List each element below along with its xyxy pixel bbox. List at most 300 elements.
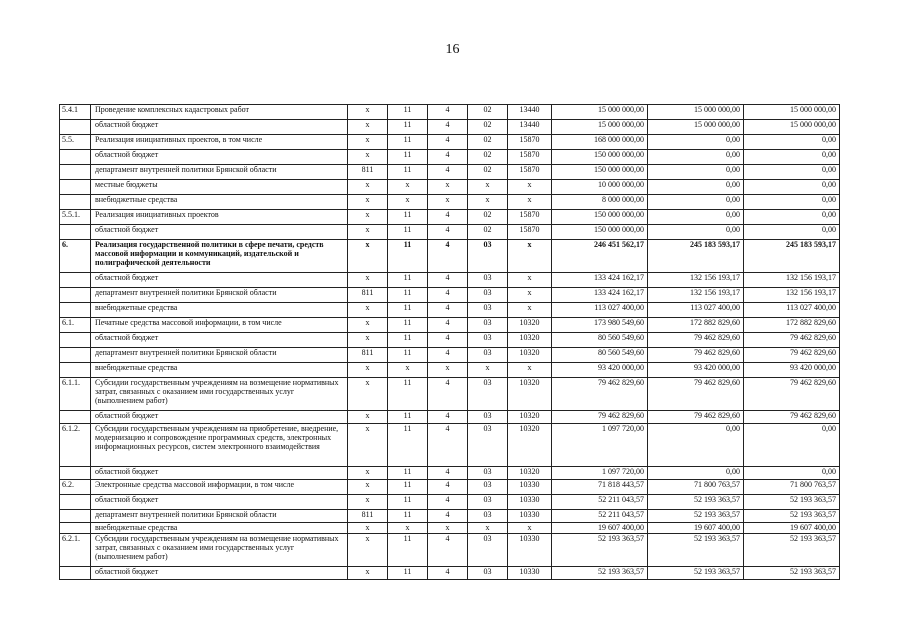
row-number-cell: 6. xyxy=(60,240,91,273)
code-pp-cell: 4 xyxy=(428,135,468,150)
row-number-cell xyxy=(60,273,91,288)
code-grbs-cell: x xyxy=(348,225,388,240)
code-grbs-cell: x xyxy=(348,303,388,318)
row-number-cell xyxy=(60,567,91,580)
amount-year3-cell: 71 800 763,57 xyxy=(744,480,840,495)
table-row xyxy=(60,534,840,567)
code-event-cell: 03 xyxy=(468,333,508,348)
code-grbs-cell: x xyxy=(348,333,388,348)
table-row xyxy=(60,480,840,495)
amount-year1-cell: 1 097 720,00 xyxy=(552,424,648,467)
amount-year1-cell: 79 462 829,60 xyxy=(552,411,648,424)
code-pp-cell: 4 xyxy=(428,240,468,273)
row-name-cell: департамент внутренней политики Брянской области xyxy=(91,510,348,523)
row-number-cell: 6.1.1. xyxy=(60,378,91,411)
amount-year1-cell: 52 211 043,57 xyxy=(552,495,648,510)
table-row xyxy=(60,180,840,195)
code-pp-cell: 4 xyxy=(428,273,468,288)
code-direction-cell: x xyxy=(508,523,552,534)
code-event-cell: 03 xyxy=(468,378,508,411)
amount-year3-cell: 0,00 xyxy=(744,150,840,165)
code-direction-cell: 10330 xyxy=(508,480,552,495)
table-row xyxy=(60,348,840,363)
amount-year2-cell: 52 193 363,57 xyxy=(648,567,744,580)
code-direction-cell: 15870 xyxy=(508,210,552,225)
code-grbs-cell: x xyxy=(348,411,388,424)
code-grbs-cell: x xyxy=(348,318,388,333)
amount-year3-cell: 0,00 xyxy=(744,135,840,150)
code-pp-cell: 4 xyxy=(428,510,468,523)
amount-year1-cell: 10 000 000,00 xyxy=(552,180,648,195)
code-event-cell: 03 xyxy=(468,318,508,333)
code-gp-cell: 11 xyxy=(388,495,428,510)
row-name-cell: областной бюджет xyxy=(91,567,348,580)
amount-year1-cell: 93 420 000,00 xyxy=(552,363,648,378)
amount-year2-cell: 0,00 xyxy=(648,165,744,180)
code-gp-cell: 11 xyxy=(388,165,428,180)
code-pp-cell: x xyxy=(428,195,468,210)
table-row xyxy=(60,318,840,333)
code-gp-cell: 11 xyxy=(388,424,428,467)
code-event-cell: 02 xyxy=(468,135,508,150)
amount-year2-cell: 15 000 000,00 xyxy=(648,105,744,120)
code-grbs-cell: 811 xyxy=(348,165,388,180)
code-pp-cell: 4 xyxy=(428,467,468,480)
row-number-cell xyxy=(60,333,91,348)
table-row xyxy=(60,150,840,165)
amount-year2-cell: 245 183 593,17 xyxy=(648,240,744,273)
row-number-cell xyxy=(60,348,91,363)
amount-year2-cell: 0,00 xyxy=(648,150,744,165)
row-name-cell: Печатные средства массовой информации, в том числе xyxy=(91,318,348,333)
code-grbs-cell: x xyxy=(348,495,388,510)
code-direction-cell: 13440 xyxy=(508,105,552,120)
code-direction-cell: 10330 xyxy=(508,567,552,580)
code-event-cell: 03 xyxy=(468,411,508,424)
amount-year2-cell: 0,00 xyxy=(648,135,744,150)
code-gp-cell: x xyxy=(388,195,428,210)
code-gp-cell: 11 xyxy=(388,467,428,480)
amount-year2-cell: 15 000 000,00 xyxy=(648,120,744,135)
row-name-cell: областной бюджет xyxy=(91,467,348,480)
amount-year2-cell: 0,00 xyxy=(648,467,744,480)
code-direction-cell: x xyxy=(508,195,552,210)
code-pp-cell: 4 xyxy=(428,378,468,411)
code-pp-cell: 4 xyxy=(428,348,468,363)
amount-year2-cell: 52 193 363,57 xyxy=(648,534,744,567)
row-number-cell xyxy=(60,510,91,523)
amount-year3-cell: 79 462 829,60 xyxy=(744,348,840,363)
code-pp-cell: 4 xyxy=(428,567,468,580)
code-gp-cell: 11 xyxy=(388,480,428,495)
row-number-cell xyxy=(60,165,91,180)
row-name-cell: Реализация государственной политики в сфере печати, средств массовой информации и коммуникаций, издательской и полиграфической деятельности xyxy=(91,240,348,273)
amount-year3-cell: 132 156 193,17 xyxy=(744,288,840,303)
code-gp-cell: 11 xyxy=(388,210,428,225)
code-grbs-cell: x xyxy=(348,195,388,210)
row-number-cell xyxy=(60,120,91,135)
code-grbs-cell: x xyxy=(348,240,388,273)
amount-year1-cell: 168 000 000,00 xyxy=(552,135,648,150)
amount-year1-cell: 150 000 000,00 xyxy=(552,165,648,180)
row-number-cell: 6.2. xyxy=(60,480,91,495)
code-pp-cell: 4 xyxy=(428,210,468,225)
amount-year3-cell: 15 000 000,00 xyxy=(744,105,840,120)
code-grbs-cell: 811 xyxy=(348,348,388,363)
code-pp-cell: 4 xyxy=(428,424,468,467)
code-event-cell: 03 xyxy=(468,348,508,363)
table-body xyxy=(60,105,840,580)
amount-year3-cell: 93 420 000,00 xyxy=(744,363,840,378)
table-row xyxy=(60,510,840,523)
amount-year1-cell: 150 000 000,00 xyxy=(552,210,648,225)
row-name-cell: Реализация инициативных проектов, в том числе xyxy=(91,135,348,150)
code-event-cell: 02 xyxy=(468,120,508,135)
code-pp-cell: 4 xyxy=(428,105,468,120)
amount-year2-cell: 79 462 829,60 xyxy=(648,348,744,363)
table-row xyxy=(60,303,840,318)
amount-year3-cell: 0,00 xyxy=(744,467,840,480)
code-gp-cell: x xyxy=(388,180,428,195)
code-event-cell: 03 xyxy=(468,303,508,318)
amount-year1-cell: 150 000 000,00 xyxy=(552,150,648,165)
code-pp-cell: 4 xyxy=(428,288,468,303)
code-grbs-cell: x xyxy=(348,467,388,480)
code-gp-cell: 11 xyxy=(388,150,428,165)
amount-year1-cell: 8 000 000,00 xyxy=(552,195,648,210)
row-name-cell: областной бюджет xyxy=(91,333,348,348)
code-direction-cell: x xyxy=(508,363,552,378)
code-grbs-cell: x xyxy=(348,150,388,165)
code-grbs-cell: x xyxy=(348,378,388,411)
code-grbs-cell: x xyxy=(348,210,388,225)
table-row xyxy=(60,225,840,240)
table-row xyxy=(60,411,840,424)
code-event-cell: 03 xyxy=(468,288,508,303)
amount-year1-cell: 52 211 043,57 xyxy=(552,510,648,523)
amount-year2-cell: 172 882 829,60 xyxy=(648,318,744,333)
code-gp-cell: x xyxy=(388,523,428,534)
row-name-cell: областной бюджет xyxy=(91,120,348,135)
amount-year1-cell: 52 193 363,57 xyxy=(552,534,648,567)
amount-year3-cell: 0,00 xyxy=(744,195,840,210)
code-gp-cell: 11 xyxy=(388,303,428,318)
row-number-cell xyxy=(60,195,91,210)
code-direction-cell: 10320 xyxy=(508,467,552,480)
page-number: 16 xyxy=(445,42,460,57)
amount-year2-cell: 79 462 829,60 xyxy=(648,378,744,411)
code-gp-cell: 11 xyxy=(388,333,428,348)
table-row xyxy=(60,273,840,288)
code-pp-cell: 4 xyxy=(428,165,468,180)
code-gp-cell: 11 xyxy=(388,273,428,288)
row-name-cell: местные бюджеты xyxy=(91,180,348,195)
row-number-cell: 6.1.2. xyxy=(60,424,91,467)
table-row xyxy=(60,567,840,580)
code-event-cell: 02 xyxy=(468,150,508,165)
code-gp-cell: 11 xyxy=(388,567,428,580)
row-name-cell: внебюджетные средства xyxy=(91,195,348,210)
amount-year2-cell: 0,00 xyxy=(648,225,744,240)
code-event-cell: x xyxy=(468,195,508,210)
code-direction-cell: 10330 xyxy=(508,510,552,523)
code-grbs-cell: x xyxy=(348,273,388,288)
table-row xyxy=(60,363,840,378)
row-number-cell xyxy=(60,411,91,424)
row-number-cell: 6.1. xyxy=(60,318,91,333)
amount-year2-cell: 132 156 193,17 xyxy=(648,288,744,303)
code-gp-cell: 11 xyxy=(388,378,428,411)
row-name-cell: департамент внутренней политики Брянской области xyxy=(91,348,348,363)
amount-year1-cell: 113 027 400,00 xyxy=(552,303,648,318)
row-name-cell: областной бюджет xyxy=(91,150,348,165)
amount-year1-cell: 52 193 363,57 xyxy=(552,567,648,580)
code-direction-cell: x xyxy=(508,288,552,303)
amount-year3-cell: 52 193 363,57 xyxy=(744,495,840,510)
code-pp-cell: 4 xyxy=(428,120,468,135)
amount-year3-cell: 0,00 xyxy=(744,180,840,195)
row-name-cell: Реализация инициативных проектов xyxy=(91,210,348,225)
row-number-cell: 5.5.1. xyxy=(60,210,91,225)
code-event-cell: 03 xyxy=(468,273,508,288)
amount-year3-cell: 132 156 193,17 xyxy=(744,273,840,288)
row-number-cell: 6.2.1. xyxy=(60,534,91,567)
table-row xyxy=(60,495,840,510)
amount-year3-cell: 172 882 829,60 xyxy=(744,318,840,333)
code-direction-cell: x xyxy=(508,180,552,195)
code-event-cell: x xyxy=(468,523,508,534)
row-name-cell: Электронные средства массовой информации, в том числе xyxy=(91,480,348,495)
code-pp-cell: 4 xyxy=(428,534,468,567)
code-event-cell: x xyxy=(468,363,508,378)
row-name-cell: внебюджетные средства xyxy=(91,523,348,534)
code-event-cell: 03 xyxy=(468,567,508,580)
row-name-cell: областной бюджет xyxy=(91,273,348,288)
row-number-cell xyxy=(60,495,91,510)
amount-year3-cell: 15 000 000,00 xyxy=(744,120,840,135)
code-pp-cell: x xyxy=(428,363,468,378)
code-event-cell: 03 xyxy=(468,467,508,480)
row-number-cell xyxy=(60,150,91,165)
row-number-cell xyxy=(60,288,91,303)
code-direction-cell: x xyxy=(508,273,552,288)
row-number-cell xyxy=(60,303,91,318)
amount-year1-cell: 79 462 829,60 xyxy=(552,378,648,411)
code-direction-cell: 10330 xyxy=(508,534,552,567)
row-name-cell: внебюджетные средства xyxy=(91,363,348,378)
table-row xyxy=(60,378,840,411)
row-name-cell: областной бюджет xyxy=(91,225,348,240)
code-gp-cell: 11 xyxy=(388,105,428,120)
row-name-cell: департамент внутренней политики Брянской области xyxy=(91,288,348,303)
code-event-cell: 02 xyxy=(468,105,508,120)
code-direction-cell: 10330 xyxy=(508,495,552,510)
amount-year3-cell: 245 183 593,17 xyxy=(744,240,840,273)
code-gp-cell: 11 xyxy=(388,411,428,424)
amount-year1-cell: 71 818 443,57 xyxy=(552,480,648,495)
table-row xyxy=(60,105,840,120)
code-pp-cell: x xyxy=(428,523,468,534)
code-grbs-cell: x xyxy=(348,135,388,150)
code-pp-cell: 4 xyxy=(428,150,468,165)
code-direction-cell: 10320 xyxy=(508,411,552,424)
code-pp-cell: 4 xyxy=(428,333,468,348)
amount-year2-cell: 0,00 xyxy=(648,424,744,467)
code-direction-cell: 10320 xyxy=(508,348,552,363)
code-grbs-cell: x xyxy=(348,480,388,495)
code-gp-cell: 11 xyxy=(388,348,428,363)
code-event-cell: 02 xyxy=(468,210,508,225)
row-name-cell: Субсидии государственным учреждениям на возмещение нормативных затрат, связанных с оказанием ими государственных услуг (выполнением работ) xyxy=(91,378,348,411)
budget-table xyxy=(59,104,840,580)
code-gp-cell: 11 xyxy=(388,135,428,150)
code-grbs-cell: x xyxy=(348,567,388,580)
code-gp-cell: 11 xyxy=(388,318,428,333)
code-pp-cell: 4 xyxy=(428,225,468,240)
code-grbs-cell: x xyxy=(348,180,388,195)
amount-year2-cell: 52 193 363,57 xyxy=(648,510,744,523)
amount-year3-cell: 52 193 363,57 xyxy=(744,567,840,580)
amount-year1-cell: 80 560 549,60 xyxy=(552,348,648,363)
code-grbs-cell: x xyxy=(348,534,388,567)
row-name-cell: внебюджетные средства xyxy=(91,303,348,318)
table-row xyxy=(60,333,840,348)
code-event-cell: 03 xyxy=(468,510,508,523)
amount-year2-cell: 71 800 763,57 xyxy=(648,480,744,495)
amount-year3-cell: 79 462 829,60 xyxy=(744,411,840,424)
code-direction-cell: 10320 xyxy=(508,378,552,411)
amount-year2-cell: 0,00 xyxy=(648,195,744,210)
code-pp-cell: 4 xyxy=(428,495,468,510)
code-grbs-cell: x xyxy=(348,105,388,120)
code-direction-cell: 10320 xyxy=(508,333,552,348)
amount-year2-cell: 19 607 400,00 xyxy=(648,523,744,534)
code-event-cell: 02 xyxy=(468,225,508,240)
amount-year1-cell: 150 000 000,00 xyxy=(552,225,648,240)
amount-year1-cell: 80 560 549,60 xyxy=(552,333,648,348)
amount-year2-cell: 132 156 193,17 xyxy=(648,273,744,288)
code-direction-cell: 15870 xyxy=(508,165,552,180)
amount-year1-cell: 133 424 162,17 xyxy=(552,273,648,288)
code-gp-cell: 11 xyxy=(388,120,428,135)
code-direction-cell: 15870 xyxy=(508,225,552,240)
code-grbs-cell: 811 xyxy=(348,288,388,303)
code-gp-cell: 11 xyxy=(388,510,428,523)
row-number-cell: 5.4.1 xyxy=(60,105,91,120)
amount-year2-cell: 0,00 xyxy=(648,180,744,195)
code-gp-cell: 11 xyxy=(388,288,428,303)
amount-year2-cell: 79 462 829,60 xyxy=(648,411,744,424)
code-direction-cell: x xyxy=(508,240,552,273)
row-name-cell: Субсидии государственным учреждениям на приобретение, внедрение, модернизацию и сопровождение программных средств, электронных информационных ресурсов, систем электронного взаимодействия xyxy=(91,424,348,467)
code-direction-cell: 15870 xyxy=(508,135,552,150)
amount-year1-cell: 246 451 562,17 xyxy=(552,240,648,273)
code-grbs-cell: x xyxy=(348,363,388,378)
code-grbs-cell: x xyxy=(348,424,388,467)
amount-year3-cell: 19 607 400,00 xyxy=(744,523,840,534)
code-event-cell: 03 xyxy=(468,534,508,567)
code-pp-cell: 4 xyxy=(428,480,468,495)
table-row xyxy=(60,523,840,534)
table-row xyxy=(60,240,840,273)
amount-year3-cell: 0,00 xyxy=(744,165,840,180)
code-direction-cell: 13440 xyxy=(508,120,552,135)
amount-year3-cell: 113 027 400,00 xyxy=(744,303,840,318)
amount-year2-cell: 79 462 829,60 xyxy=(648,333,744,348)
row-name-cell: Субсидии государственным учреждениям на возмещение нормативных затрат, связанных с оказанием ими государственных услуг (выполнением работ) xyxy=(91,534,348,567)
amount-year1-cell: 15 000 000,00 xyxy=(552,120,648,135)
amount-year3-cell: 0,00 xyxy=(744,210,840,225)
code-event-cell: 03 xyxy=(468,480,508,495)
table-row xyxy=(60,120,840,135)
amount-year2-cell: 0,00 xyxy=(648,210,744,225)
row-name-cell: департамент внутренней политики Брянской области xyxy=(91,165,348,180)
code-grbs-cell: x xyxy=(348,523,388,534)
table-row xyxy=(60,288,840,303)
code-pp-cell: 4 xyxy=(428,318,468,333)
amount-year3-cell: 0,00 xyxy=(744,424,840,467)
code-gp-cell: 11 xyxy=(388,240,428,273)
table-row xyxy=(60,424,840,467)
row-number-cell xyxy=(60,467,91,480)
row-number-cell: 5.5. xyxy=(60,135,91,150)
amount-year1-cell: 173 980 549,60 xyxy=(552,318,648,333)
code-direction-cell: 15870 xyxy=(508,150,552,165)
amount-year1-cell: 1 097 720,00 xyxy=(552,467,648,480)
amount-year1-cell: 133 424 162,17 xyxy=(552,288,648,303)
table-row xyxy=(60,210,840,225)
amount-year3-cell: 0,00 xyxy=(744,225,840,240)
amount-year3-cell: 52 193 363,57 xyxy=(744,510,840,523)
code-grbs-cell: 811 xyxy=(348,510,388,523)
amount-year3-cell: 79 462 829,60 xyxy=(744,333,840,348)
amount-year2-cell: 93 420 000,00 xyxy=(648,363,744,378)
code-gp-cell: 11 xyxy=(388,225,428,240)
code-event-cell: 03 xyxy=(468,424,508,467)
row-number-cell xyxy=(60,523,91,534)
code-gp-cell: 11 xyxy=(388,534,428,567)
row-name-cell: областной бюджет xyxy=(91,495,348,510)
table-row xyxy=(60,165,840,180)
row-number-cell xyxy=(60,180,91,195)
table-row xyxy=(60,135,840,150)
table-row xyxy=(60,467,840,480)
row-number-cell xyxy=(60,363,91,378)
code-event-cell: 03 xyxy=(468,495,508,510)
code-direction-cell: 10320 xyxy=(508,318,552,333)
code-pp-cell: 4 xyxy=(428,411,468,424)
code-event-cell: 03 xyxy=(468,240,508,273)
table-row xyxy=(60,195,840,210)
amount-year1-cell: 15 000 000,00 xyxy=(552,105,648,120)
code-grbs-cell: x xyxy=(348,120,388,135)
row-number-cell xyxy=(60,225,91,240)
amount-year1-cell: 19 607 400,00 xyxy=(552,523,648,534)
code-event-cell: x xyxy=(468,180,508,195)
amount-year3-cell: 79 462 829,60 xyxy=(744,378,840,411)
amount-year3-cell: 52 193 363,57 xyxy=(744,534,840,567)
amount-year2-cell: 113 027 400,00 xyxy=(648,303,744,318)
code-direction-cell: x xyxy=(508,303,552,318)
code-direction-cell: 10320 xyxy=(508,424,552,467)
code-pp-cell: 4 xyxy=(428,303,468,318)
row-name-cell: Проведение комплексных кадастровых работ xyxy=(91,105,348,120)
amount-year2-cell: 52 193 363,57 xyxy=(648,495,744,510)
code-pp-cell: x xyxy=(428,180,468,195)
code-event-cell: 02 xyxy=(468,165,508,180)
code-gp-cell: x xyxy=(388,363,428,378)
row-name-cell: областной бюджет xyxy=(91,411,348,424)
